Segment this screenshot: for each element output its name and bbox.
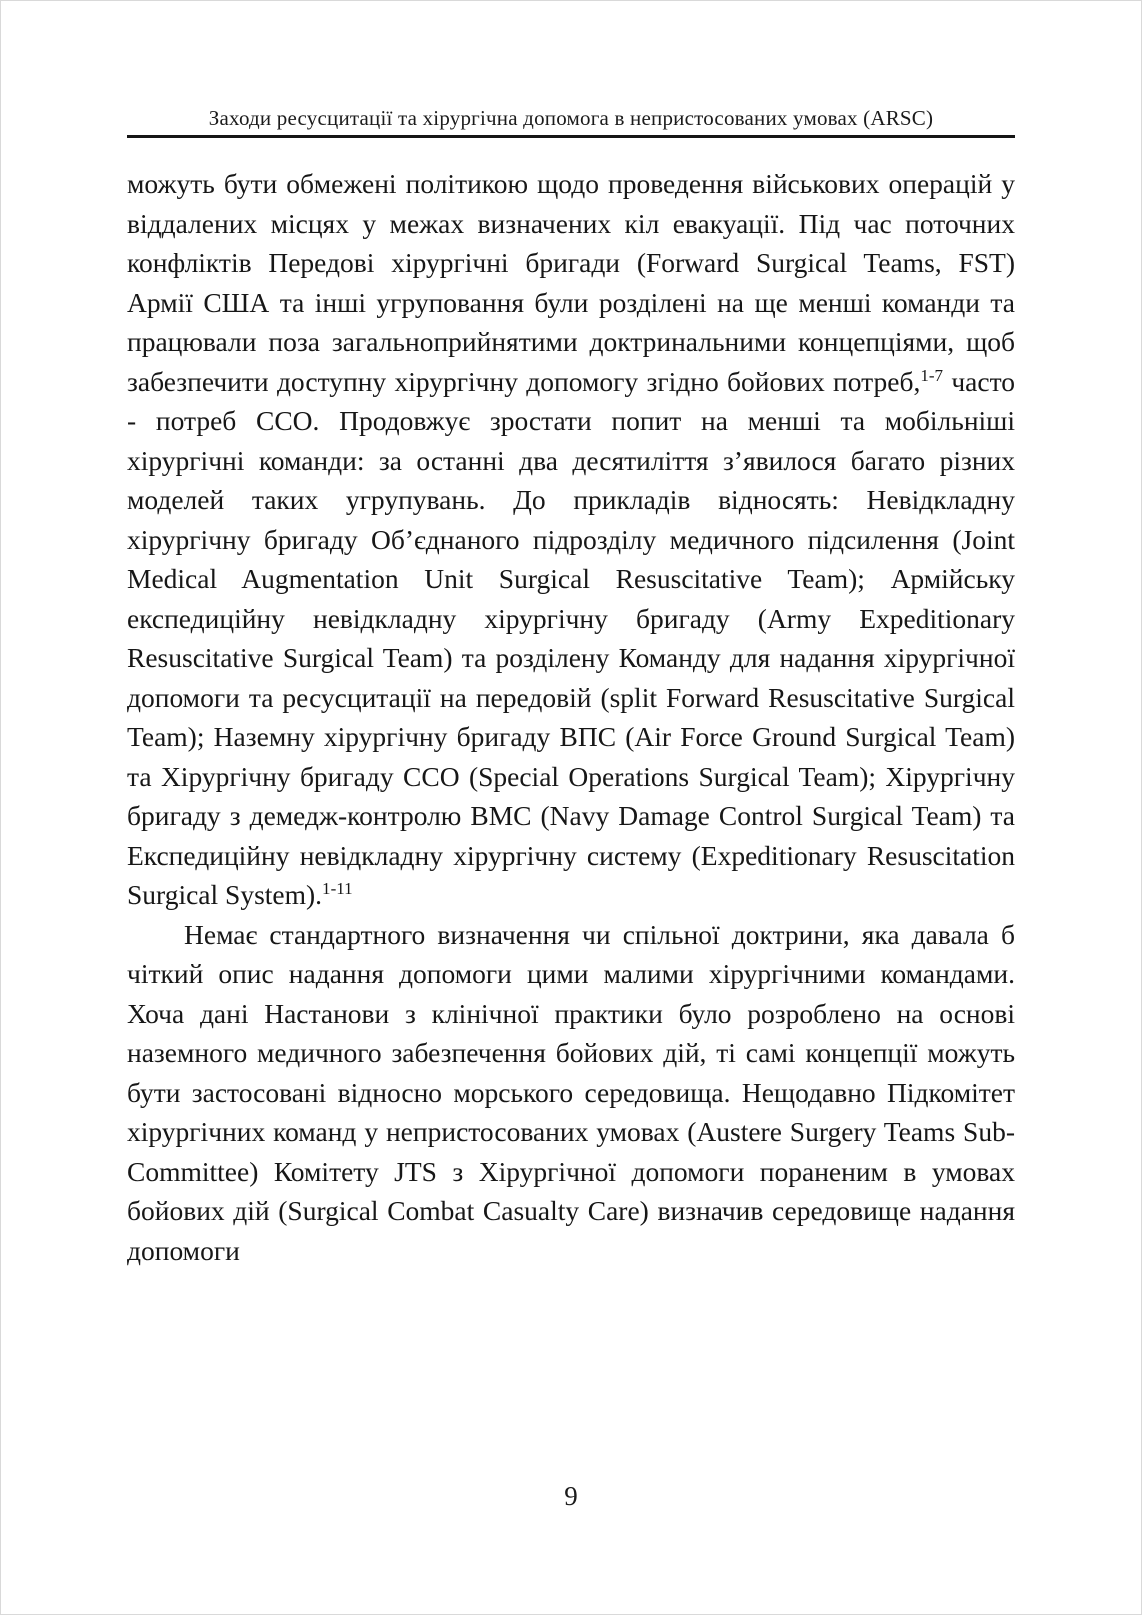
paragraph-1-text-a: можуть бути обмежені політикою щодо проведення військових операцій у віддалених місцях у межах визначених кіл евакуації. Під час поточних конфліктів Передові хірургічні бригади (Forward Surgical Teams, FST) Армії США та інші угруповання були розділені на ще менші команди та працювали поза загальноприйнятими доктринальними концепціями, щоб забезпечити доступну хірургічну допомогу згідно бойових потреб, <box>127 168 1015 397</box>
footnote-reference-1-11: 1-11 <box>322 878 353 898</box>
page-body <box>127 164 1015 1270</box>
paragraph-2: Немає стандартного визначення чи спільної доктрини, яка давала б чіткий опис надання допомоги цими малими хірургічними командами. Хоча дані Настанови з клінічної практики було розроблено на основі наземного медичного забезпечення бойових дій, ті самі концепції можуть бути застосовані відносно морського середовища. Нещодавно Підкомітет хірургічних команд у непристосованих умовах (Austere Surgery Teams Sub-Committee) Комітету JTS з Хірургічної допомоги пораненим в умовах бойових дій (Surgical Combat Casualty Care) визначив середовище надання допомоги <box>127 918 1015 1266</box>
header-rule <box>127 135 1015 138</box>
paragraph-1-text-b: часто - потреб ССО. Продовжує зростати попит на менші та мобільніші хірургічні команди: за останні два десятиліття з’явилося багато різних моделей таких угрупувань. До прикладів відносять: Невідкладну хірургічну бригаду Об’єднаного підрозділу медичного підсилення (Joint Medical Augmentation Unit Surgical Resuscitative Team); Армійську експедиційну невідкладну хірургічну бригаду (Army Expeditionary Resuscitative Surgical Team) та розділену Команду для надання хірургічної допомоги та ресусцитації на передовій (split Forward Resuscitative Surgical Team); Наземну хірургічну бригаду ВПС (Air Force Ground Surgical Team) та Хірургічну бригаду ССО (Special Operations Surgical Team); Хірургічну бригаду з демедж-контролю ВМС (Navy Damage Control Surgical Team) та Експедиційну невідкладну хірургічну систему (Expeditionary Resuscitation Surgical System). <box>127 365 1016 910</box>
running-header-title: Заходи ресусцитації та хірургічна допомога в непристосованих умовах (ARSC) <box>208 106 934 130</box>
footnote-reference-1-7: 1-7 <box>920 365 944 385</box>
page-number: 9 <box>564 1481 578 1511</box>
paragraph-1 <box>127 164 1015 915</box>
